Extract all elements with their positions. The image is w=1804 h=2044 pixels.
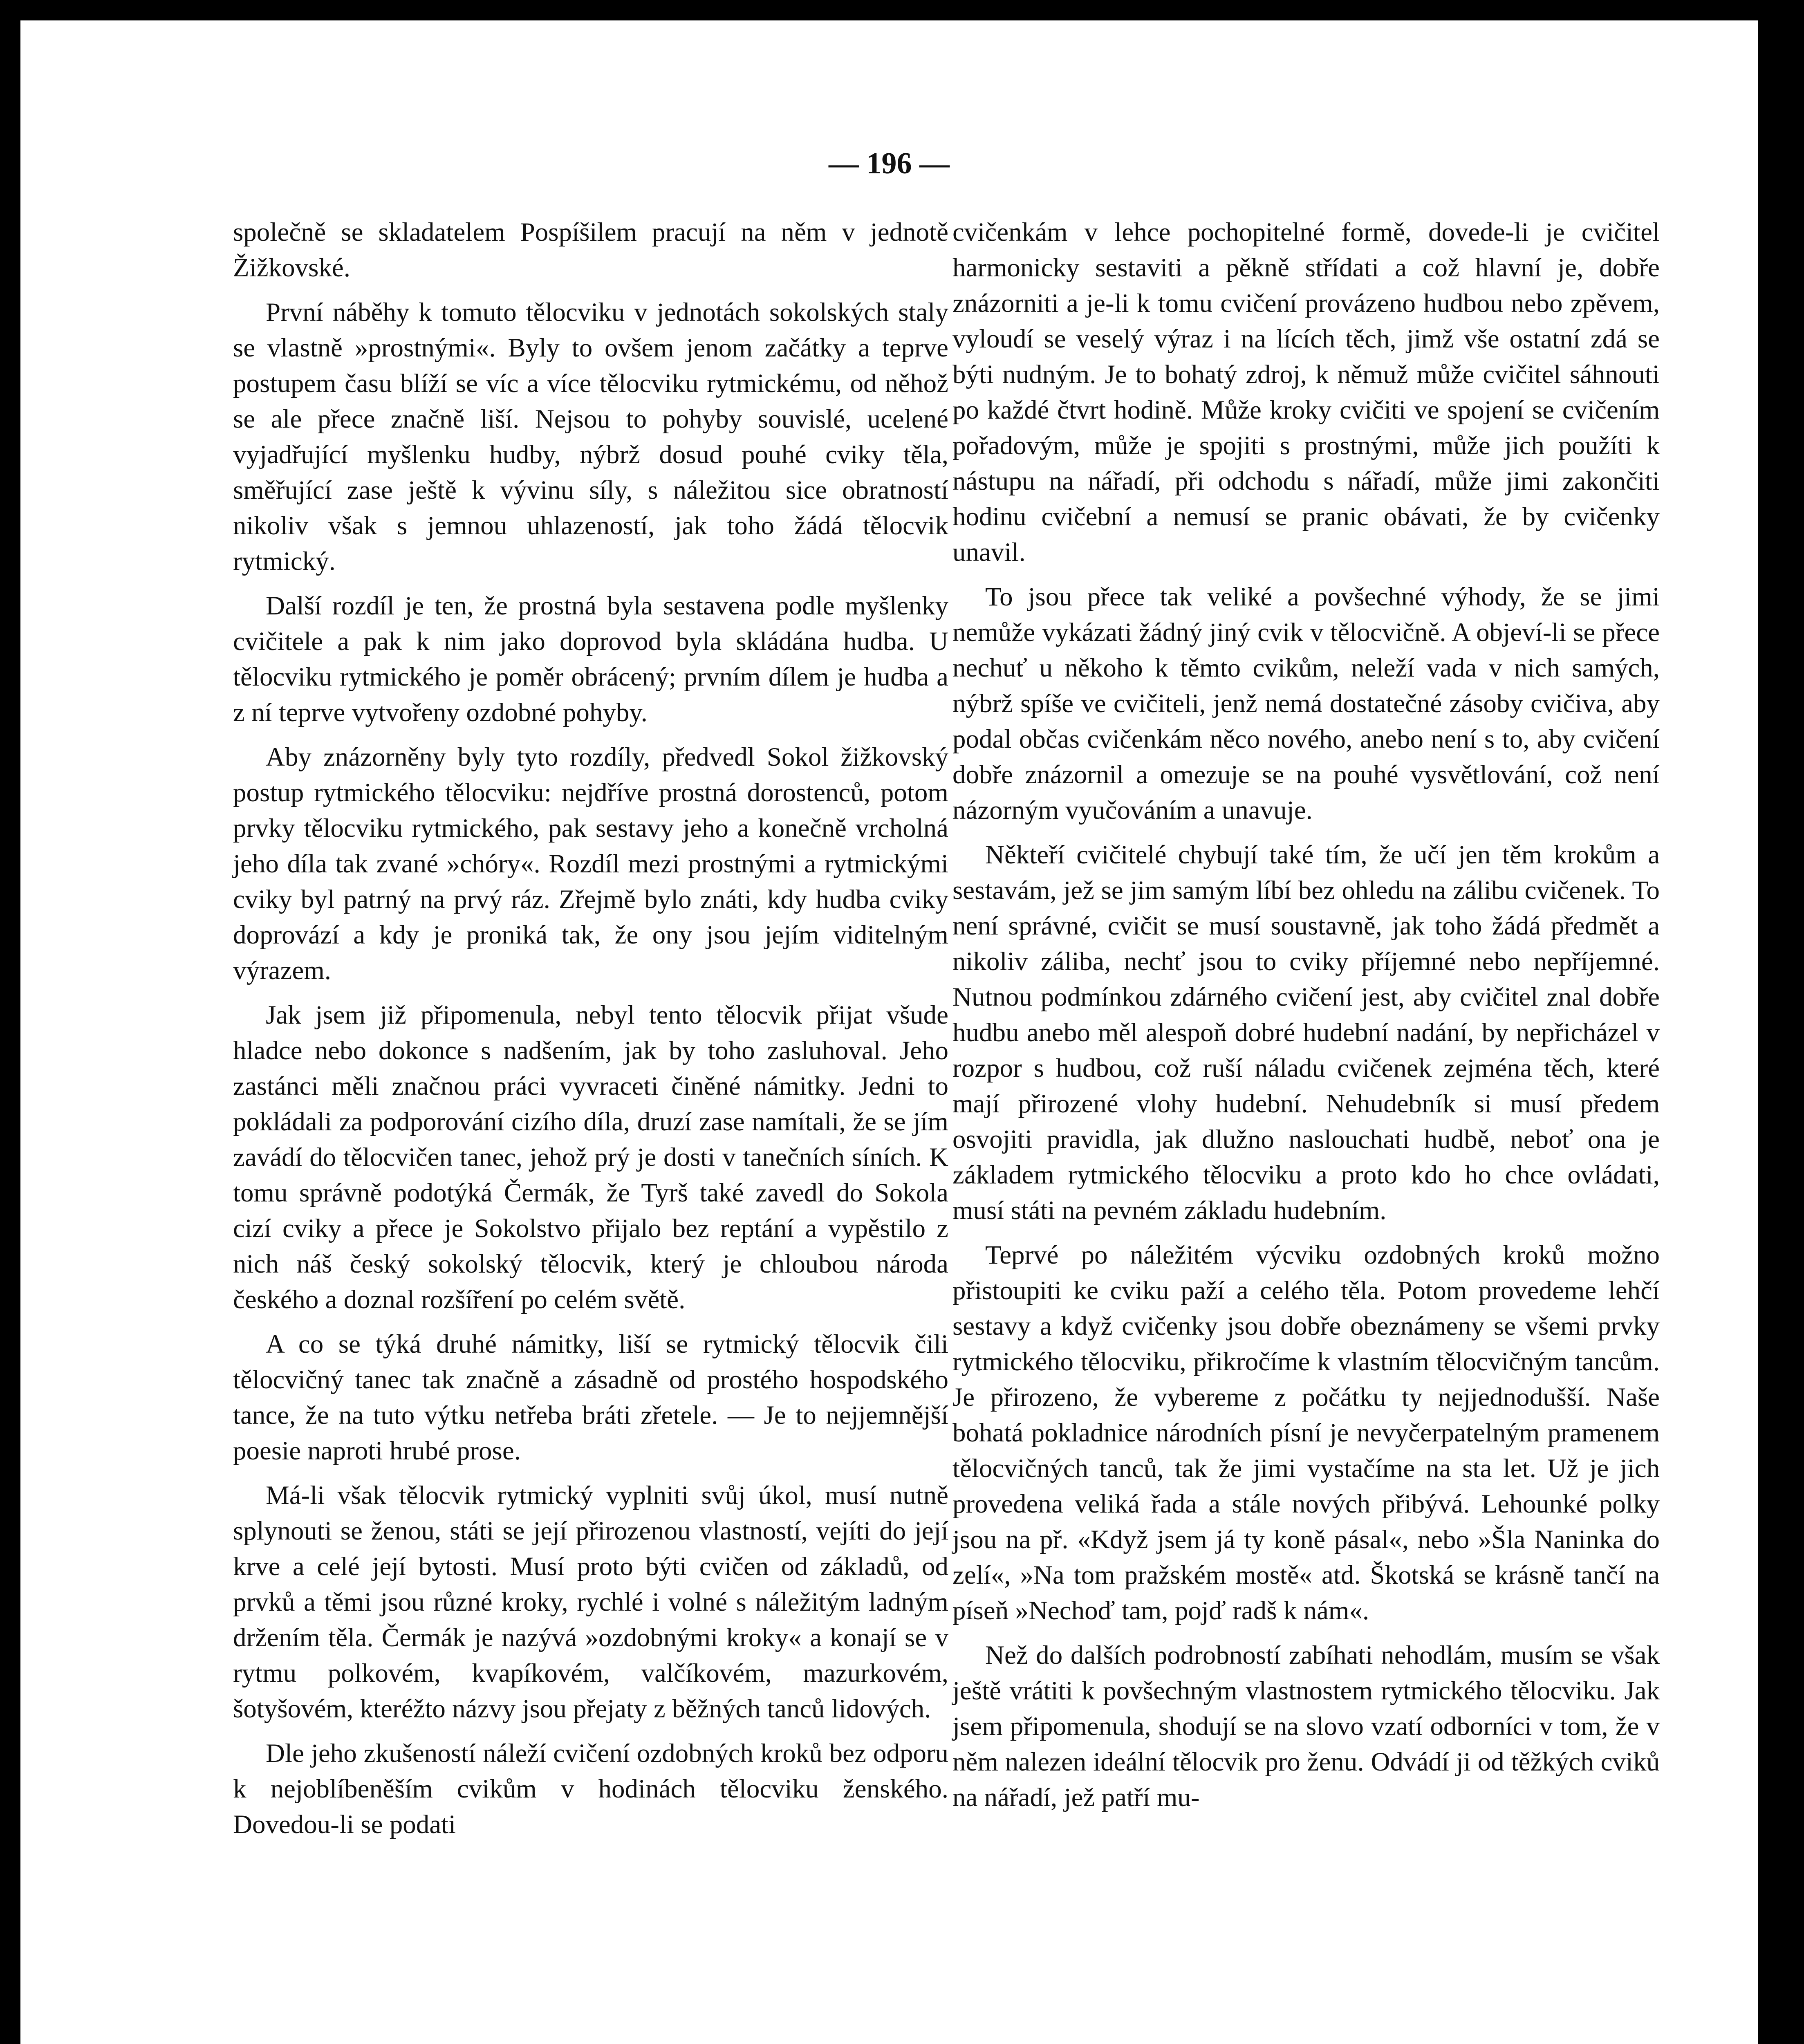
paragraph: Teprvé po náležitém výcviku ozdobných kroků možno přistoupiti ke cviku paží a celého těla. Potom provedeme lehčí sestavy a když cvičenky jsou dobře obeznámeny se všemi prvky rytmického tělocviku, přikročíme k vlastním tělocvičným tancům. Je přirozeno, že vybereme z počátku ty nejjednodušší. Naše bohatá pokladnice národních písní je nevyčerpatelným pramenem tělocvičných tanců, tak že jimi vystačíme na sta let. Už je jich provedena veliká řada a stále nových přibývá. Lehounké polky jsou na př. «Když jsem já ty koně pásal«, nebo »Šla Naninka do zelí«, »Na tom pražském mostě« atd. Škotská se krásně tančí na píseň »Nechoď tam, pojď radš k nám«. xyxy=(952,1240,1660,1625)
paragraph: Jak jsem již připomenula, nebyl tento tělocvik přijat všude hladce nebo dokonce s nadšením, jak by toho zasluhoval. Jeho zastánci měli značnou práci vyvraceti činěné námitky. Jedni to pokládali za podporování cizího díla, druzí zase namítali, že se jím zavádí do tělocvičen tanec, jehož prý je dosti v tanečních síních. K tomu správně podotýká Čermák, že Tyrš také zavedl do Sokola cizí cviky a přece je Sokolstvo přijalo bez reptání a vypěstilo z nich náš český sokolský tělocvik, který je chloubou národa českého a doznal rozšíření po celém světě. xyxy=(233,1000,948,1314)
paragraph: Dle jeho zkušeností náleží cvičení ozdobných kroků bez odporu k nejoblíbeněším cvikům v hodinách tělocviku ženského. Dovedou-li se podati xyxy=(233,1739,948,1839)
paragraph: Aby znázorněny byly tyto rozdíly, předvedl Sokol žižkovský postup rytmického tělocviku: nejdříve prostná dorostenců, potom prvky tělocviku rytmického, pak sestavy jeho a konečně vrcholná jeho díla tak zvané »chóry«. Rozdíl mezi prostnými a rytmickými cviky byl patrný na prvý ráz. Zřejmě bylo znáti, kdy hudba cviky doprovází a kdy je proniká tak, že ony jsou jejím viditelným výrazem. xyxy=(233,742,948,985)
paragraph: A co se týká druhé námitky, liší se rytmický tělocvik čili tělocvičný tanec tak značně a zásadně od prostého hospodského tance, že na tuto výtku netřeba bráti zřetele. — Je to nejjemnější poesie naproti hrubé prose. xyxy=(233,1329,948,1466)
paragraph: Další rozdíl je ten, že prostná byla sestavena podle myšlenky cvičitele a pak k nim jako doprovod byla skládána hudba. U tělocviku rytmického je poměr obrácený; prvním dílem je hudba a z ní teprve vytvořeny ozdobné pohyby. xyxy=(233,591,948,727)
page-number: — 196 — xyxy=(829,147,950,180)
paragraph: Někteří cvičitelé chybují také tím, že učí jen těm krokům a sestavám, jež se jim samým líbí bez ohledu na zálibu cvičenek. To není správné, cvičit se musí soustavně, jak toho žádá předmět a nikoliv záliba, nechť jsou to cviky příjemné nebo nepříjemné. Nutnou podmínkou zdárného cvičení jest, aby cvičitel znal dobře hudbu anebo měl alespoň dobré hudební nadání, by nepřicházel v rozpor s hudbou, což ruší náladu cvičenek zejména těch, které mají přirozené vlohy hudební. Nehudebník si musí předem osvojiti pravidla, jak dlužno naslouchati hudbě, neboť ona je základem rytmického tělocviku a proto kdo ho chce ovládati, musí státi na pevném základu hudebním. xyxy=(952,840,1660,1225)
paragraph: společně se skladatelem Pospíšilem pracují na něm v jednotě Žižkovské. xyxy=(233,217,948,282)
right-column xyxy=(952,215,1660,1824)
page xyxy=(20,20,1758,2044)
left-column xyxy=(233,215,948,1851)
paragraph: To jsou přece tak veliké a povšechné výhody, že se jimi nemůže vykázati žádný jiný cvik v tělocvičně. A objeví-li se přece nechuť u někoho k těmto cvikům, neleží vada v nich samých, nýbrž spíše ve cvičiteli, jenž nemá dostatečné zásoby cvičiva, aby podal občas cvičenkám něco nového, anebo není s to, aby cvičení dobře znázornil a omezuje se na pouhé vysvětlování, což není názorným vyučováním a unavuje. xyxy=(952,582,1660,825)
paragraph: Má-li však tělocvik rytmický vyplniti svůj úkol, musí nutně splynouti se ženou, státi se její přirozenou vlastností, vejíti do její krve a celé její bytosti. Musí proto býti cvičen od základů, od prvků a těmi jsou různé kroky, rychlé i volné s náležitým ladným držením těla. Čermák je nazývá »ozdobnými kroky« a konají se v rytmu polkovém, kvapíkovém, valčíkovém, mazurkovém, šotyšovém, kteréžto názvy jsou přejaty z běžných tanců lidových. xyxy=(233,1481,948,1724)
paragraph: Než do dalších podrobností zabíhati nehodlám, musím se však ještě vrátiti k povšechným vlastnostem rytmického tělocviku. Jak jsem připomenula, shodují se na slovo vzatí odborníci v tom, že v něm nalezen ideální tělocvik pro ženu. Odvádí ji od těžkých cviků na nářadí, jež patří mu- xyxy=(952,1641,1660,1812)
paragraph: cvičenkám v lehce pochopitelné formě, dovede-li je cvičitel harmonicky sestaviti a pěkně střídati a což hlavní je, dobře znázorniti a je-li k tomu cvičení provázeno hudbou nebo zpěvem, vyloudí se veselý výraz i na lících těch, jimž vše ostatní zdá se býti nudným. Je to bohatý zdroj, k němuž může cvičitel sáhnouti po každé čtvrt hodině. Může kroky cvičiti ve spojení se cvičením pořadovým, může je spojiti s prostnými, může jich použíti k nástupu na nářadí, při odchodu s nářadí, může jimi zakončiti hodinu cvičební a nemusí se pranic obávati, že by cvičenky unavil. xyxy=(952,217,1660,567)
paragraph: První náběhy k tomuto tělocviku v jednotách sokolských staly se vlastně »prostnými«. Byly to ovšem jenom začátky a teprve postupem času blíží se víc a více tělocviku rytmickému, od něhož se ale přece značně liší. Nejsou to pohyby souvislé, ucelené vyjadřující myšlenku hudby, nýbrž dosud pouhé cviky těla, směřující zase ještě k vývinu síly, s náležitou sice obratností nikoliv však s jemnou uhlazeností, jak toho žádá tělocvik rytmický. xyxy=(233,298,948,576)
